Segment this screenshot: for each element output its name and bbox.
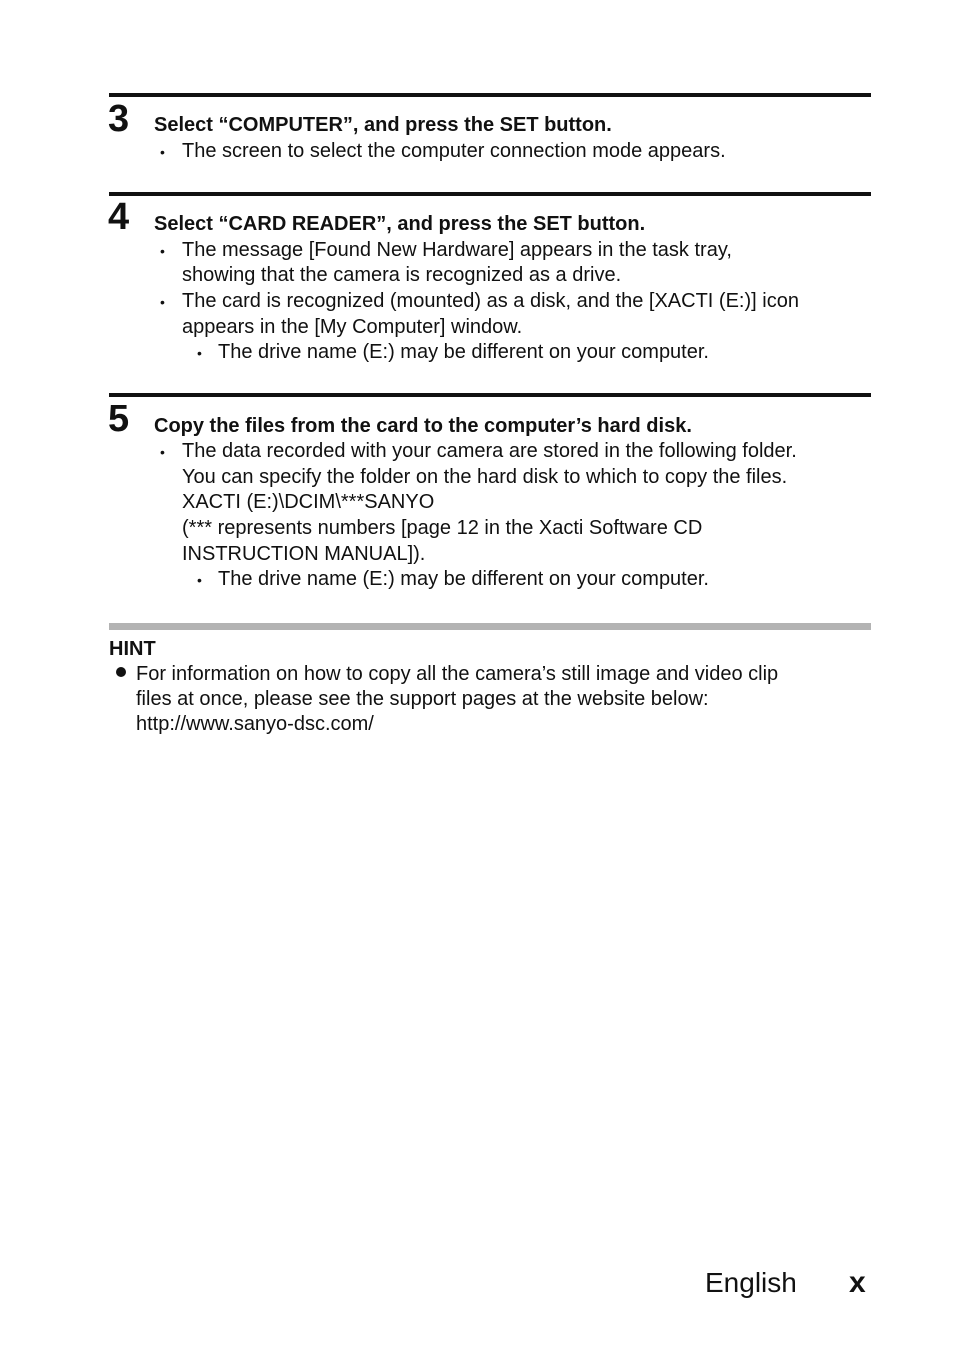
bullet-dot: • [160,444,165,460]
step-5-line-5: INSTRUCTION MANUAL]). [182,543,426,565]
step-4-line-3: The card is recognized (mounted) as a disk, and the [XACTI (E:)] icon [182,290,799,312]
bullet-dot: • [160,243,165,259]
hint-bullet [116,667,126,677]
step-5-line-1: The data recorded with your camera are stored in the following folder. [182,440,797,462]
hint-line-2: files at once, please see the support pages at the website below: [136,688,709,710]
step-3-title: Select “COMPUTER”, and press the SET button. [154,114,612,136]
step-4-line-2: showing that the camera is recognized as a drive. [182,264,622,286]
step-5-line-4: (*** represents numbers [page 12 in the Xacti Software CD [182,517,703,539]
step-4-line-1: The message [Found New Hardware] appears in the task tray, [182,239,732,261]
step-5-number: 5 [108,398,130,440]
step-4-line-5: The drive name (E:) may be different on your computer. [218,341,709,363]
step-3-rule [109,93,871,97]
page-number: x [849,1266,866,1299]
step-4-number: 4 [108,196,130,238]
hint-line-1: For information on how to copy all the camera’s still image and video clip [136,663,779,685]
step-5-title: Copy the files from the card to the computer’s hard disk. [154,415,692,437]
step-5-folder-path: XACTI (E:)\DCIM\***SANYO [182,491,435,513]
sub-bullet-dot: • [197,572,202,588]
step-5-line-6: The drive name (E:) may be different on your computer. [218,568,709,590]
hint-title: HINT [109,638,156,660]
step-5-rule [109,393,871,397]
hint-url-link[interactable]: http://www.sanyo-dsc.com/ [136,713,374,735]
step-4-title: Select “CARD READER”, and press the SET button. [154,213,646,235]
sub-bullet-dot: • [197,345,202,361]
bullet-dot: • [160,294,165,310]
bullet-dot: • [160,144,165,160]
step-4-rule [109,192,871,196]
step-5-line-2: You can specify the folder on the hard disk to which to copy the files. [182,466,788,488]
footer-language: English [705,1267,797,1298]
step-3-number: 3 [108,98,130,140]
step-3-line-1: The screen to select the computer connection mode appears. [182,140,726,162]
step-4-line-4: appears in the [My Computer] window. [182,316,523,338]
hint-rule [109,623,871,630]
